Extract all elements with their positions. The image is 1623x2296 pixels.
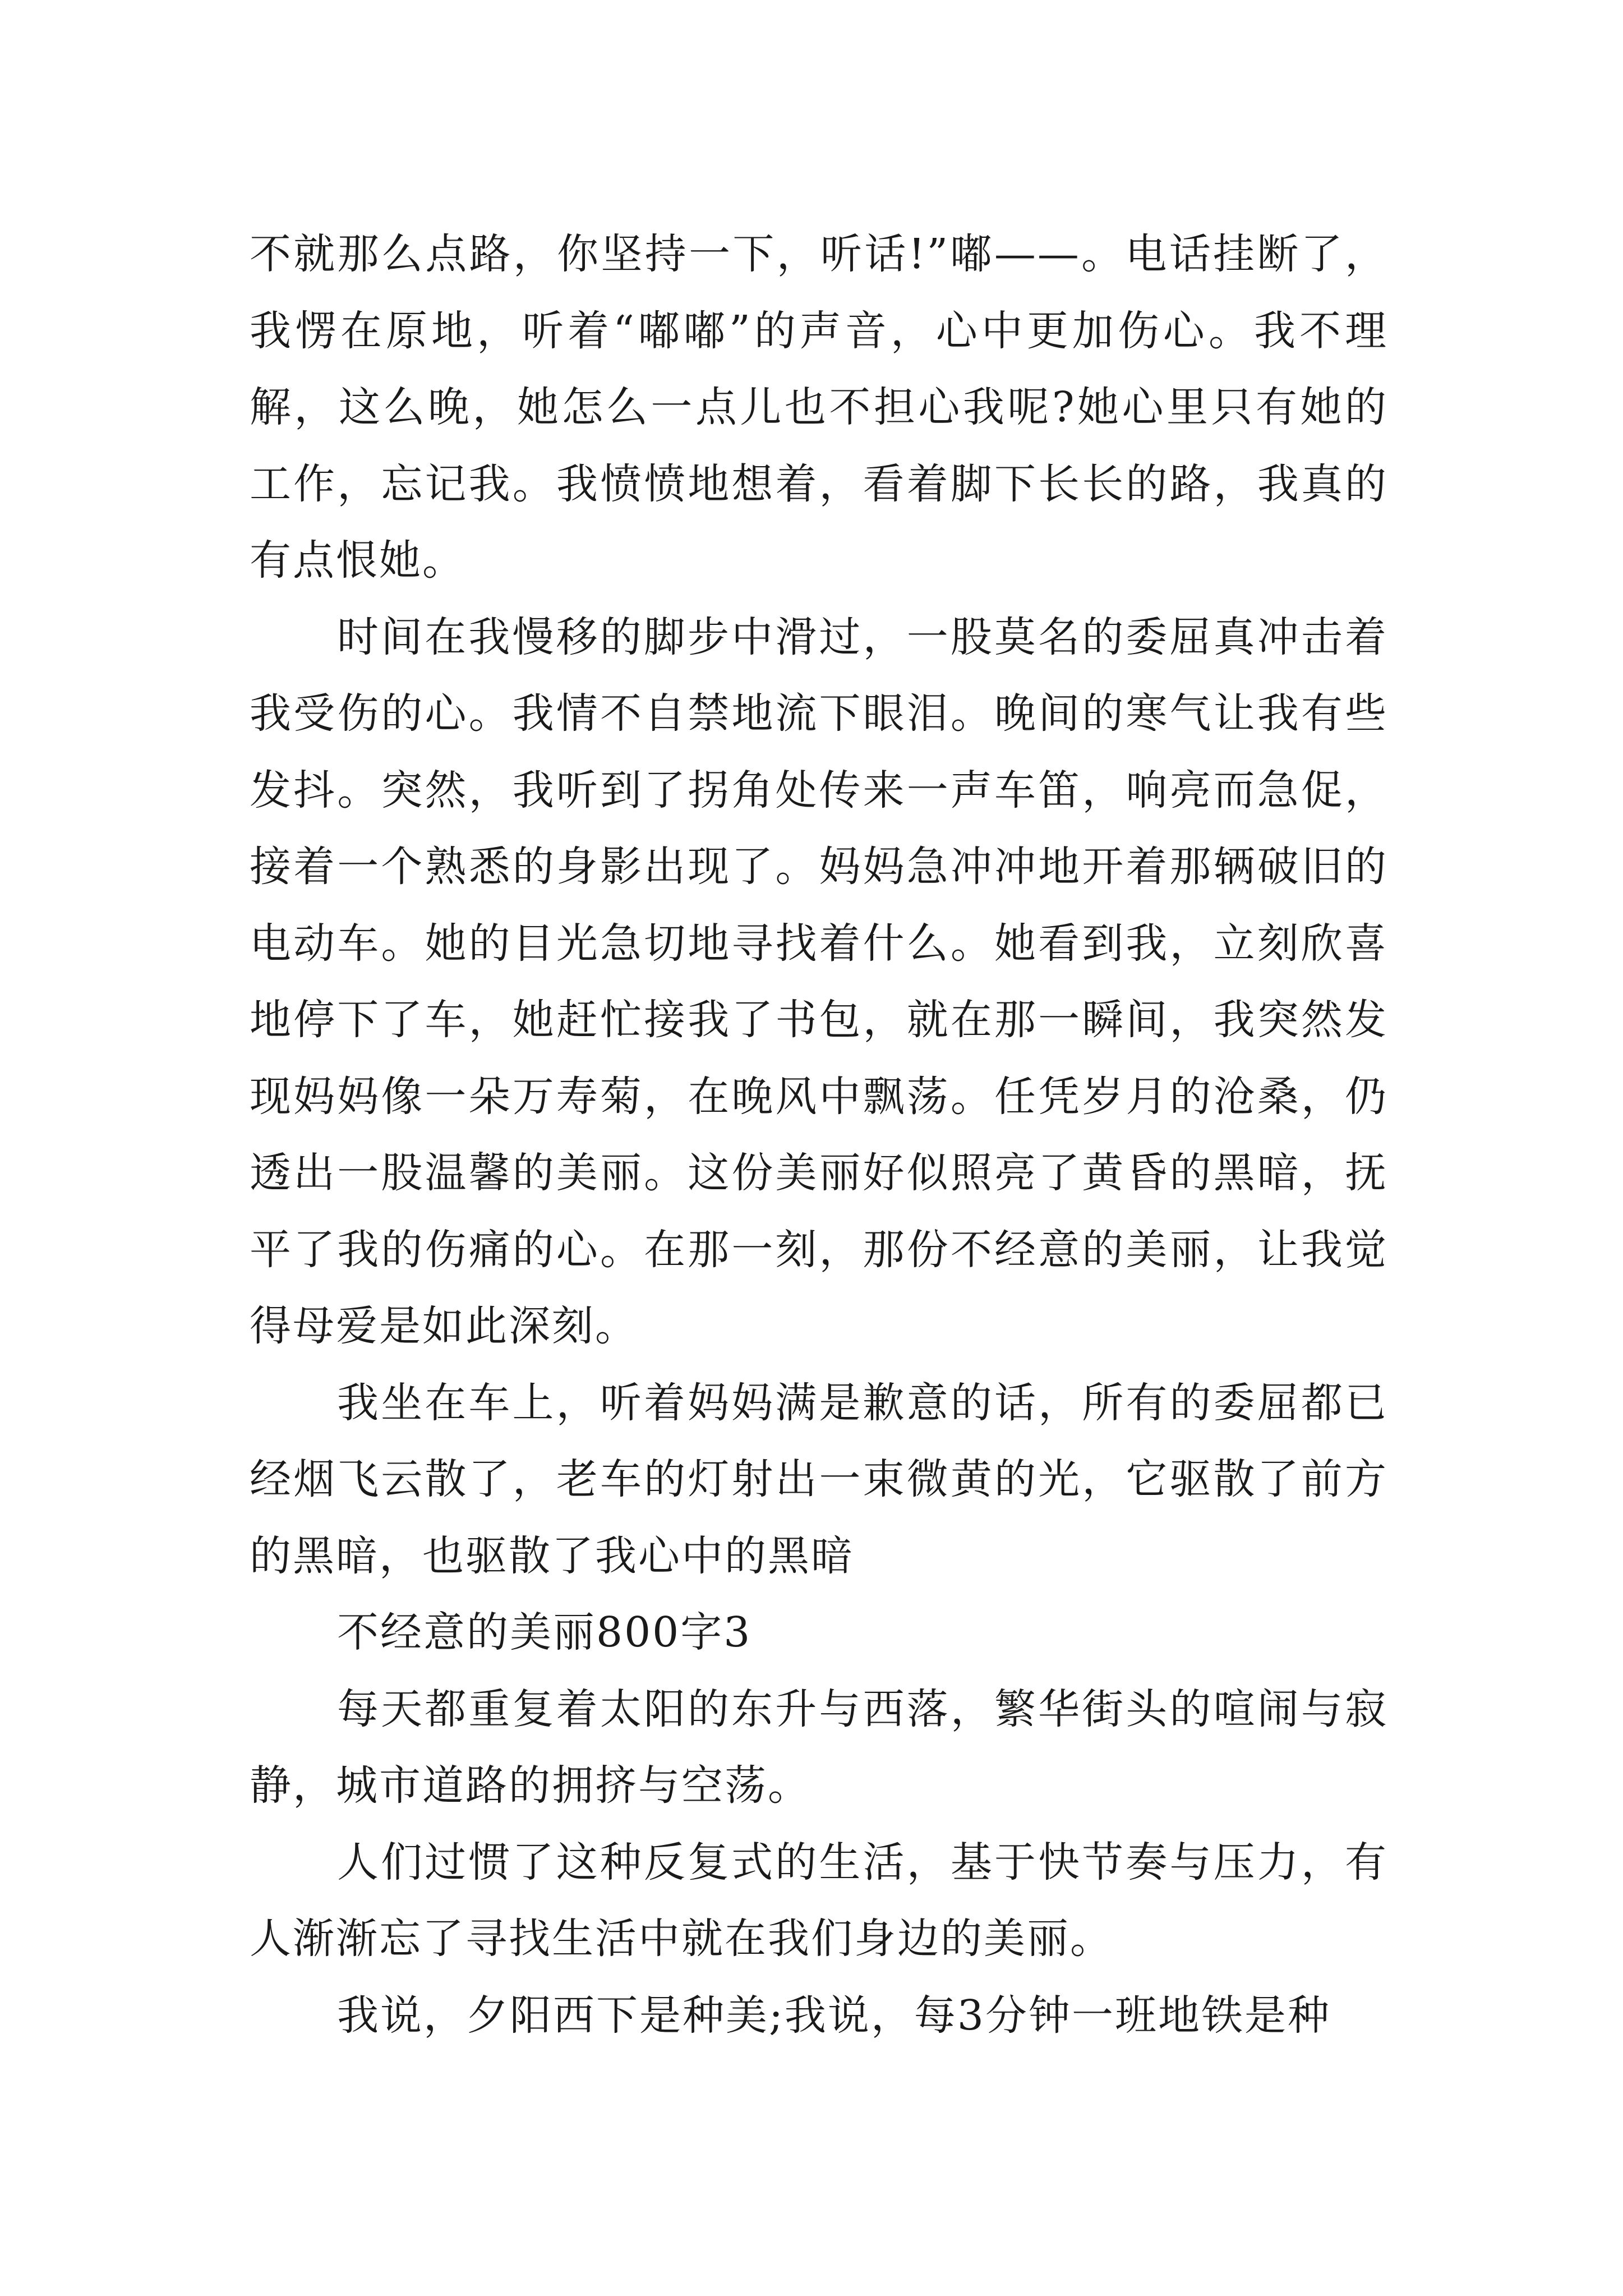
paragraph-mother-arrives: 时间在我慢移的脚步中滑过，一股莫名的委屈真冲击着我受伤的心。我情不自禁地流下眼泪。晚间的寒气让我有些发抖。突然，我听到了拐角处传来一声车笛，响亮而急促，接着一个熟悉的身影出现了。妈妈急冲冲地开着那辆破旧的电动车。她的目光急切地寻找着什么。她看到我，立刻欣喜地停下了车，她赶忙接我了书包，就在那一瞬间，我突然发现妈妈像一朵万寿菊，在晚风中飘荡。任凭岁月的沧桑，仍透出一股温馨的美丽。这份美丽好似照亮了黄昏的黑暗，抚平了我的伤痛的心。在那一刻，那份不经意的美丽，让我觉得母爱是如此深刻。 [250, 613, 1388, 1350]
paragraph-fast-life: 人们过惯了这种反复式的生活，基于快节奏与压力，有人渐渐忘了寻找生活中就在我们身边的美丽。 [250, 1838, 1388, 1963]
document-body [250, 216, 1388, 2054]
section-heading: 不经意的美丽800字3 [337, 1608, 752, 1657]
paragraph-phone-call: 不就那么点路，你坚持一下，听话!”嘟——。电话挂断了，我愣在原地，听着“嘟嘟”的声音，心中更加伤心。我不理解，这么晚，她怎么一点儿也不担心我呢?她心里只有她的工作，忘记我。我愤愤地想着，看着脚下长长的路，我真的有点恨她。 [250, 230, 1388, 585]
paragraph-ride-home: 我坐在车上，听着妈妈满是歉意的话，所有的委屈都已经烟飞云散了，老车的灯射出一束微黄的光，它驱散了前方的黑暗，也驱散了我心中的黑暗 [250, 1378, 1388, 1580]
paragraph-beauty-examples: 我说，夕阳西下是种美;我说，每3分钟一班地铁是种 [337, 1991, 1331, 2040]
paragraph-daily-routine: 每天都重复着太阳的东升与西落，繁华街头的喧闹与寂静，城市道路的拥挤与空荡。 [250, 1685, 1388, 1810]
